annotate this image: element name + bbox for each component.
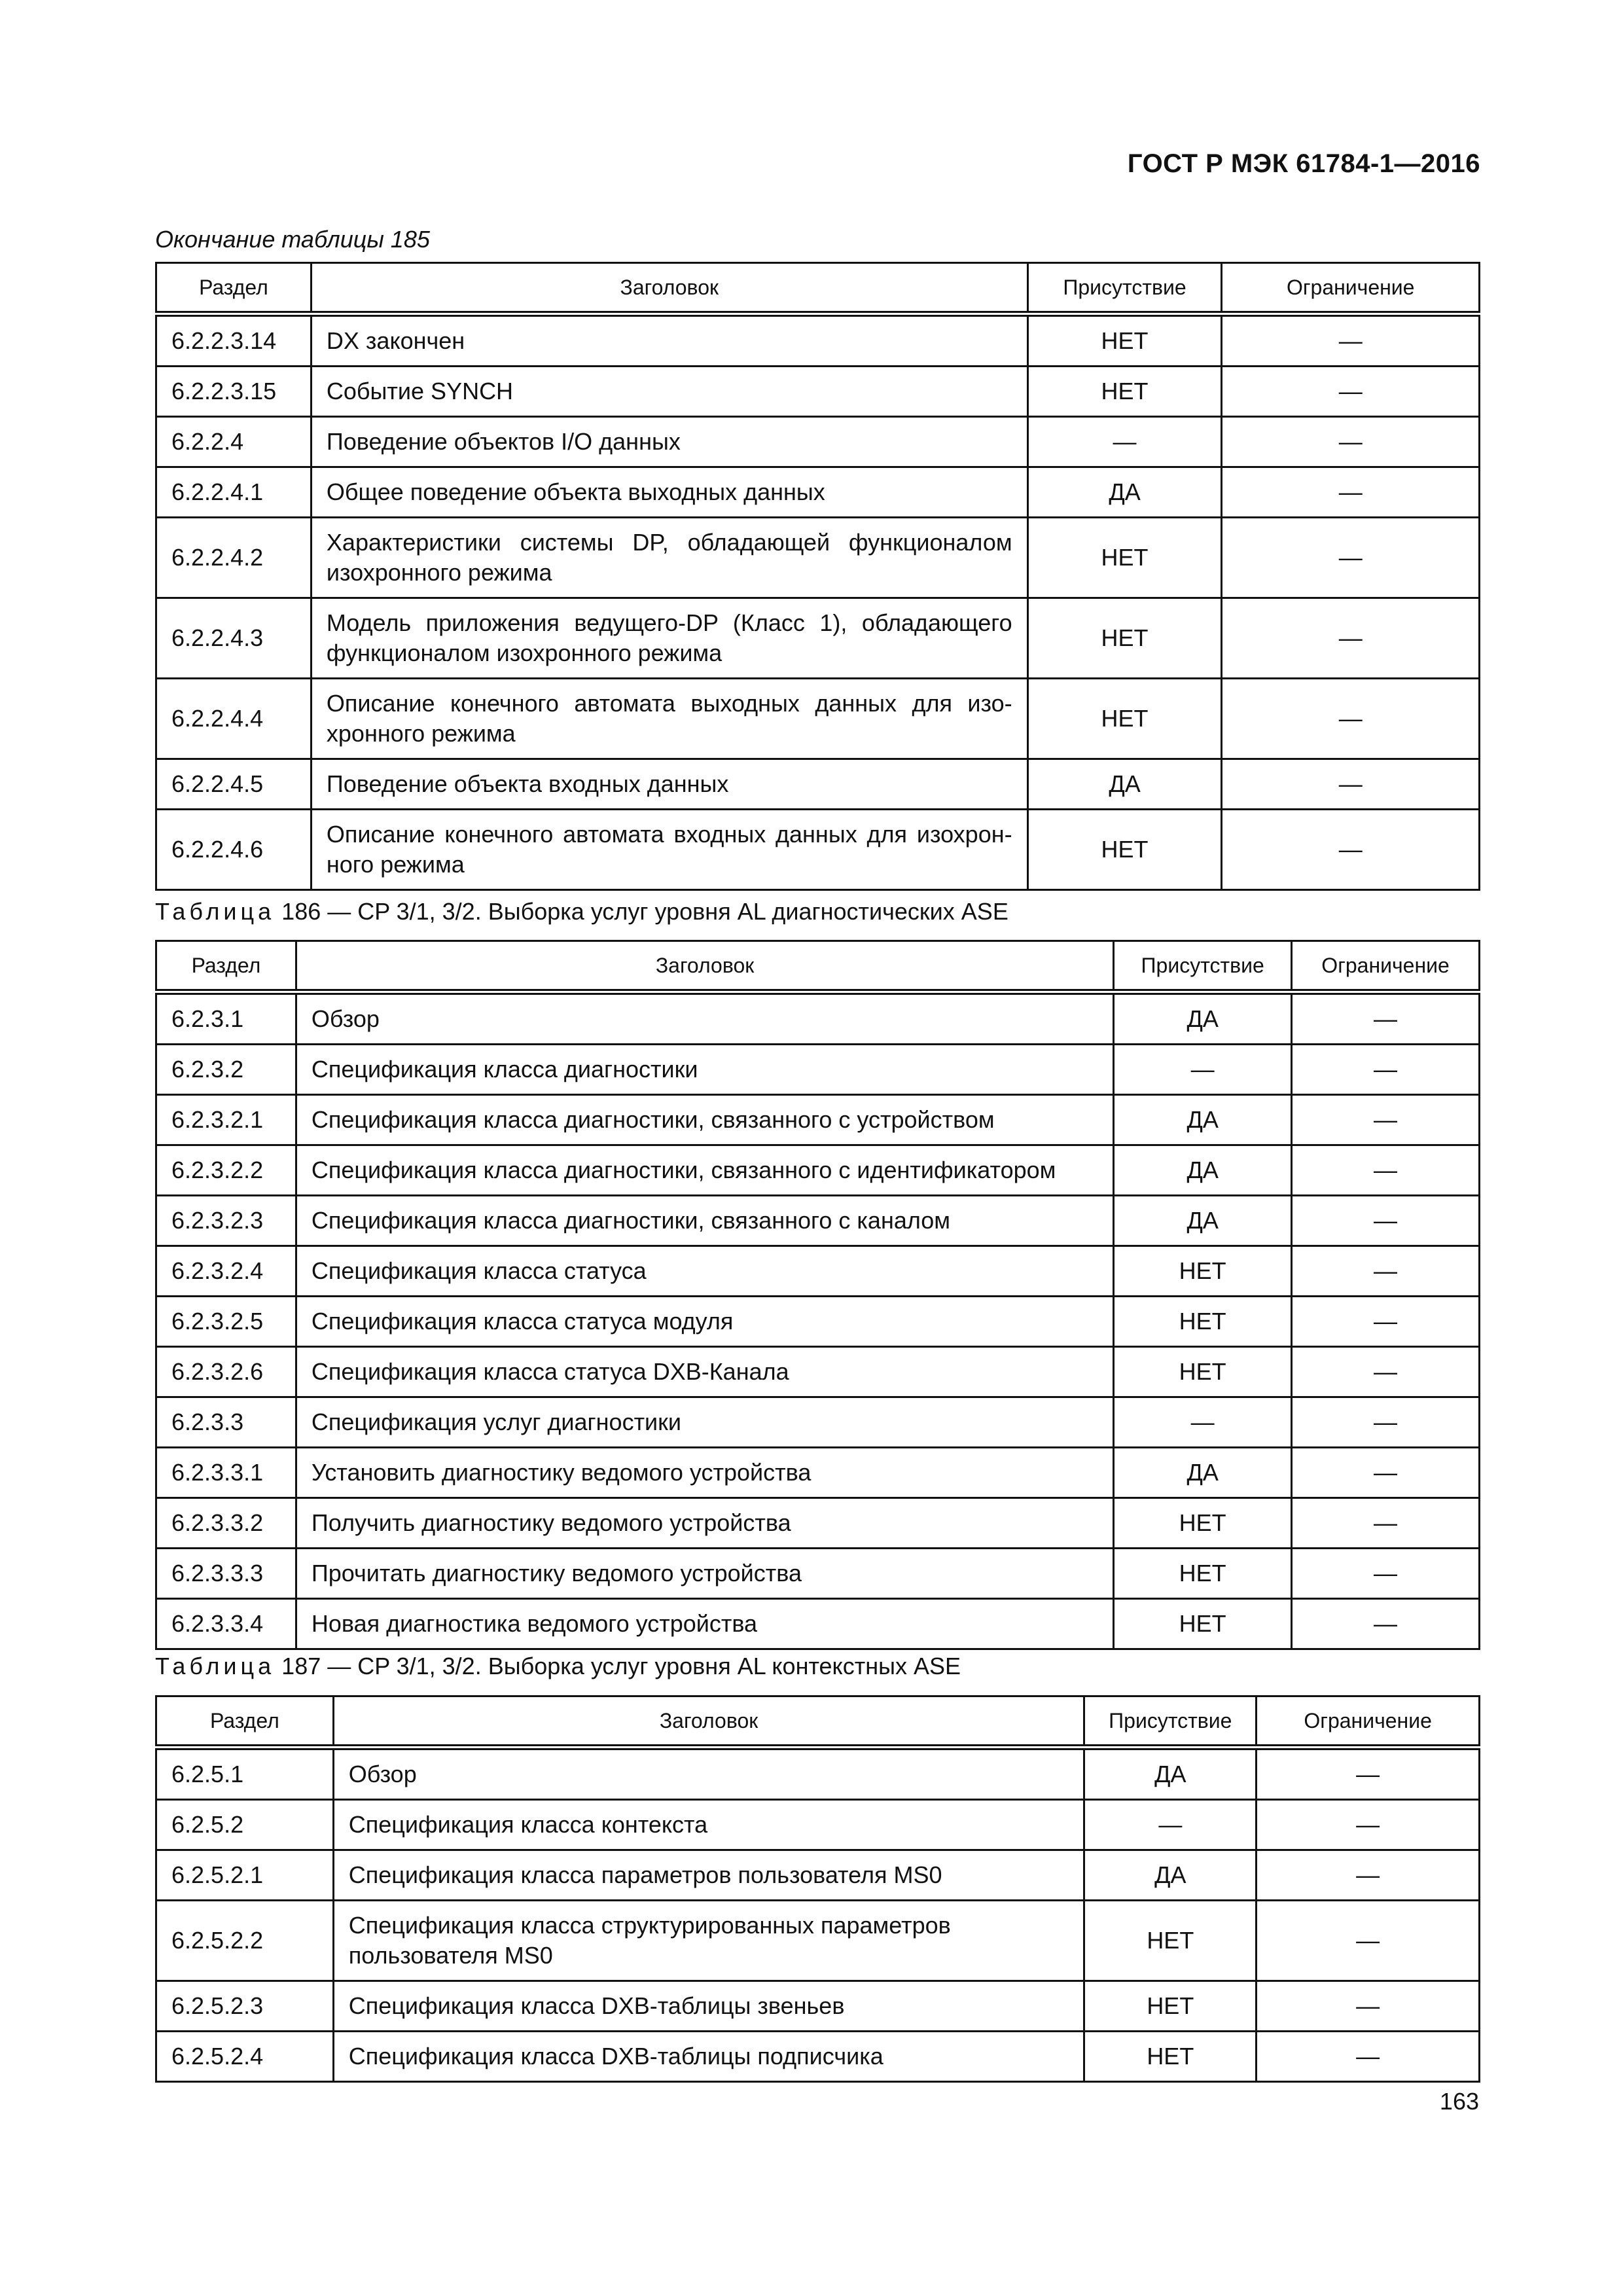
column-header-constraint: Ограничение (1222, 263, 1480, 314)
cell-presence: НЕТ (1114, 1549, 1292, 1599)
cell-title: Спецификация класса параметров пользователя MS0 (333, 1850, 1084, 1901)
cell-section: 6.2.5.2.2 (156, 1901, 334, 1981)
cell-presence: ДА (1027, 467, 1222, 518)
cell-section: 6.2.3.2.4 (156, 1246, 296, 1297)
cell-title: Описание конечного автомата входных данных для изохрон-ного режима (311, 810, 1027, 890)
cell-constraint: — (1257, 2032, 1480, 2082)
column-header-constraint: Ограничение (1257, 1696, 1480, 1748)
table-row (156, 1981, 1480, 2032)
cell-constraint: — (1292, 1599, 1480, 1649)
cell-section: 6.2.5.2.1 (156, 1850, 334, 1901)
table-row (156, 1748, 1480, 1800)
cell-title: Событие SYNCH (311, 367, 1027, 417)
cell-section: 6.2.3.2.5 (156, 1297, 296, 1347)
cell-title: Установить диагностику ведомого устройства (296, 1448, 1113, 1498)
cell-section: 6.2.2.4.1 (156, 467, 312, 518)
column-header-presence: Присутствие (1084, 1696, 1257, 1748)
cell-section: 6.2.3.2.3 (156, 1196, 296, 1246)
cell-constraint: — (1222, 810, 1480, 890)
cell-constraint: — (1292, 1448, 1480, 1498)
cell-constraint: — (1222, 417, 1480, 467)
table-row (156, 1145, 1480, 1196)
cell-section: 6.2.3.1 (156, 992, 296, 1045)
table-row (156, 1397, 1480, 1448)
table-185-caption: Окончание таблицы 185 (155, 226, 430, 253)
cell-presence: НЕТ (1027, 518, 1222, 598)
cell-presence: НЕТ (1114, 1498, 1292, 1549)
cell-constraint: — (1222, 679, 1480, 759)
caption-text: 186 — CP 3/1, 3/2. Выборка услуг уровня AL диагностических ASE (281, 898, 1008, 925)
cell-presence: ДА (1114, 1196, 1292, 1246)
cell-presence: НЕТ (1027, 810, 1222, 890)
table-row (156, 518, 1480, 598)
column-header-title: Заголовок (333, 1696, 1084, 1748)
cell-title: Характеристики системы DP, обладающей функционалом изохронного режима (311, 518, 1027, 598)
cell-title: Спецификация класса контекста (333, 1800, 1084, 1850)
cell-presence: НЕТ (1027, 679, 1222, 759)
cell-title: Поведение объектов I/O данных (311, 417, 1027, 467)
cell-title: Спецификация класса DXB-таблицы звеньев (333, 1981, 1084, 2032)
table-row (156, 1498, 1480, 1549)
cell-constraint: — (1292, 1498, 1480, 1549)
cell-title: Описание конечного автомата выходных данных для изо-хронного режима (311, 679, 1027, 759)
cell-section: 6.2.3.3.1 (156, 1448, 296, 1498)
cell-constraint: — (1257, 1901, 1480, 1981)
table-row (156, 1448, 1480, 1498)
cell-constraint: — (1222, 367, 1480, 417)
cell-presence: ДА (1084, 1748, 1257, 1800)
cell-presence: НЕТ (1114, 1246, 1292, 1297)
cell-section: 6.2.3.2.1 (156, 1095, 296, 1145)
caption-prefix: Таблица (155, 1653, 276, 1679)
cell-section: 6.2.2.4.3 (156, 598, 312, 679)
column-header-presence: Присутствие (1027, 263, 1222, 314)
cell-constraint: — (1257, 1800, 1480, 1850)
table-row (156, 1095, 1480, 1145)
table-row (156, 679, 1480, 759)
table-row (156, 992, 1480, 1045)
cell-title: Спецификация класса структурированных параметров пользователя MS0 (333, 1901, 1084, 1981)
cell-title: Обзор (296, 992, 1113, 1045)
cell-presence: НЕТ (1084, 2032, 1257, 2082)
cell-constraint: — (1292, 1196, 1480, 1246)
cell-title: Спецификация класса диагностики (296, 1045, 1113, 1095)
table-185 (155, 262, 1480, 891)
table-header-row (156, 263, 1480, 314)
cell-title: Спецификация класса статуса (296, 1246, 1113, 1297)
cell-constraint: — (1222, 467, 1480, 518)
table-row (156, 1045, 1480, 1095)
table-row (156, 1800, 1480, 1850)
table-row (156, 367, 1480, 417)
table-row (156, 1850, 1480, 1901)
table-header-row (156, 941, 1480, 992)
cell-presence: — (1027, 417, 1222, 467)
cell-presence: ДА (1114, 1095, 1292, 1145)
cell-section: 6.2.3.3.4 (156, 1599, 296, 1649)
cell-section: 6.2.3.2.2 (156, 1145, 296, 1196)
cell-constraint: — (1292, 1095, 1480, 1145)
cell-constraint: — (1292, 1045, 1480, 1095)
cell-section: 6.2.5.2 (156, 1800, 334, 1850)
table-187-caption (155, 1653, 961, 1680)
cell-title: Поведение объекта входных данных (311, 759, 1027, 810)
cell-presence: НЕТ (1027, 598, 1222, 679)
cell-constraint: — (1292, 1246, 1480, 1297)
cell-title: Общее поведение объекта выходных данных (311, 467, 1027, 518)
cell-constraint: — (1292, 1297, 1480, 1347)
cell-section: 6.2.3.3.3 (156, 1549, 296, 1599)
cell-presence: НЕТ (1114, 1347, 1292, 1397)
cell-section: 6.2.5.2.3 (156, 1981, 334, 2032)
table-row (156, 1549, 1480, 1599)
table-row (156, 1196, 1480, 1246)
caption-text: 187 — CP 3/1, 3/2. Выборка услуг уровня AL контекстных ASE (281, 1653, 961, 1679)
cell-constraint: — (1257, 1981, 1480, 2032)
cell-title: DX закончен (311, 314, 1027, 367)
cell-presence: — (1114, 1045, 1292, 1095)
cell-presence: ДА (1114, 992, 1292, 1045)
cell-constraint: — (1257, 1748, 1480, 1800)
cell-presence: НЕТ (1084, 1981, 1257, 2032)
table-row (156, 1297, 1480, 1347)
column-header-section: Раздел (156, 263, 312, 314)
table-row (156, 1347, 1480, 1397)
cell-constraint: — (1222, 598, 1480, 679)
table-row (156, 1599, 1480, 1649)
table-row (156, 1901, 1480, 1981)
table-row (156, 314, 1480, 367)
table-186 (155, 940, 1480, 1650)
cell-presence: НЕТ (1114, 1297, 1292, 1347)
cell-presence: НЕТ (1114, 1599, 1292, 1649)
caption-prefix: Таблица (155, 898, 276, 925)
cell-section: 6.2.2.4 (156, 417, 312, 467)
table-row (156, 2032, 1480, 2082)
cell-section: 6.2.5.2.4 (156, 2032, 334, 2082)
table-row (156, 810, 1480, 890)
cell-title: Прочитать диагностику ведомого устройства (296, 1549, 1113, 1599)
cell-title: Спецификация класса статуса DXB-Канала (296, 1347, 1113, 1397)
cell-title: Спецификация класса диагностики, связанного с каналом (296, 1196, 1113, 1246)
cell-section: 6.2.3.2.6 (156, 1347, 296, 1397)
cell-presence: ДА (1084, 1850, 1257, 1901)
table-row (156, 467, 1480, 518)
cell-constraint: — (1222, 314, 1480, 367)
cell-constraint: — (1292, 1397, 1480, 1448)
cell-constraint: — (1257, 1850, 1480, 1901)
cell-title: Новая диагностика ведомого устройства (296, 1599, 1113, 1649)
table-187 (155, 1695, 1480, 2083)
table-row (156, 1246, 1480, 1297)
cell-constraint: — (1292, 1549, 1480, 1599)
document-id-header: ГОСТ Р МЭК 61784-1—2016 (1127, 149, 1480, 178)
column-header-title: Заголовок (296, 941, 1113, 992)
cell-constraint: — (1292, 1347, 1480, 1397)
column-header-section: Раздел (156, 941, 296, 992)
cell-section: 6.2.2.4.6 (156, 810, 312, 890)
cell-section: 6.2.2.3.15 (156, 367, 312, 417)
cell-title: Спецификация класса диагностики, связанного с идентификатором (296, 1145, 1113, 1196)
cell-section: 6.2.3.3.2 (156, 1498, 296, 1549)
cell-presence: ДА (1027, 759, 1222, 810)
cell-section: 6.2.3.3 (156, 1397, 296, 1448)
cell-title: Спецификация класса диагностики, связанного с устройством (296, 1095, 1113, 1145)
cell-constraint: — (1292, 1145, 1480, 1196)
cell-section: 6.2.2.3.14 (156, 314, 312, 367)
table-header-row (156, 1696, 1480, 1748)
cell-title: Модель приложения ведущего-DP (Класс 1), обладающего функционалом изохронного режима (311, 598, 1027, 679)
page-number: 163 (1439, 2088, 1479, 2115)
cell-presence: НЕТ (1027, 367, 1222, 417)
table-row (156, 598, 1480, 679)
cell-title: Обзор (333, 1748, 1084, 1800)
cell-presence: ДА (1114, 1145, 1292, 1196)
cell-section: 6.2.2.4.4 (156, 679, 312, 759)
cell-section: 6.2.2.4.2 (156, 518, 312, 598)
table-row (156, 417, 1480, 467)
cell-title: Получить диагностику ведомого устройства (296, 1498, 1113, 1549)
cell-presence: ДА (1114, 1448, 1292, 1498)
cell-title: Спецификация услуг диагностики (296, 1397, 1113, 1448)
column-header-presence: Присутствие (1114, 941, 1292, 992)
column-header-title: Заголовок (311, 263, 1027, 314)
cell-constraint: — (1222, 759, 1480, 810)
column-header-section: Раздел (156, 1696, 334, 1748)
cell-title: Спецификация класса статуса модуля (296, 1297, 1113, 1347)
cell-presence: — (1114, 1397, 1292, 1448)
cell-section: 6.2.2.4.5 (156, 759, 312, 810)
cell-presence: НЕТ (1084, 1901, 1257, 1981)
column-header-constraint: Ограничение (1292, 941, 1480, 992)
cell-presence: — (1084, 1800, 1257, 1850)
cell-section: 6.2.5.1 (156, 1748, 334, 1800)
cell-section: 6.2.3.2 (156, 1045, 296, 1095)
table-row (156, 759, 1480, 810)
cell-title: Спецификация класса DXB-таблицы подписчика (333, 2032, 1084, 2082)
cell-constraint: — (1292, 992, 1480, 1045)
table-186-caption (155, 898, 1008, 925)
cell-presence: НЕТ (1027, 314, 1222, 367)
cell-constraint: — (1222, 518, 1480, 598)
